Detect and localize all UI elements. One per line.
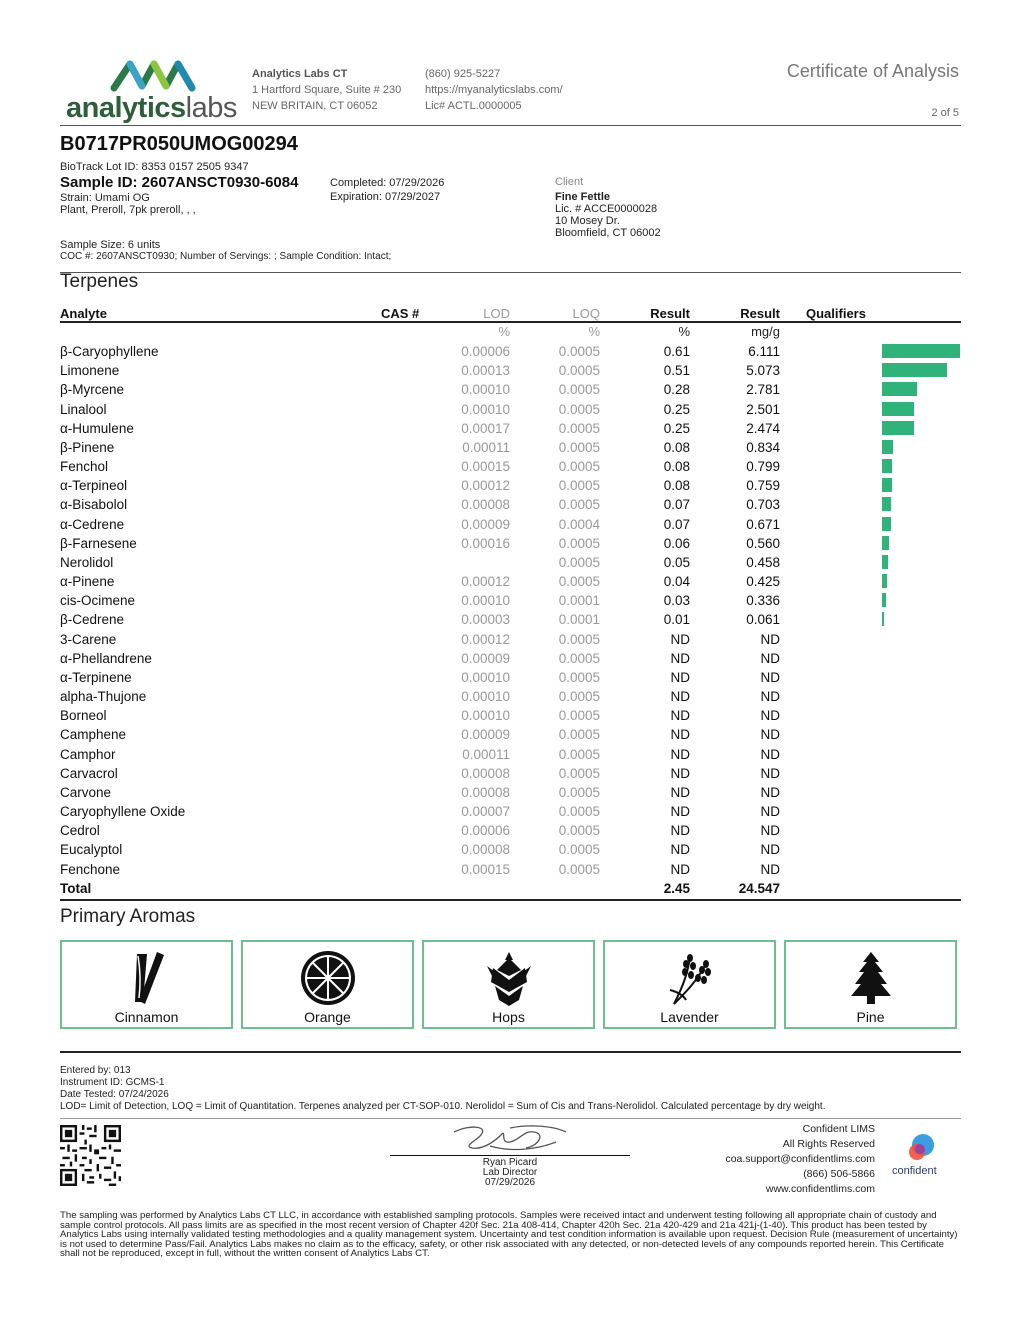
aromas-section-title: Primary Aromas [60, 906, 196, 927]
loq-cell: 0.0005 [558, 401, 600, 417]
loq-cell: 0.0005 [558, 823, 600, 839]
analyte-cell: β-Cedrene [60, 612, 125, 628]
lims-email[interactable]: coa.support@confidentlims.com [725, 1153, 875, 1165]
analyte-cell: Carvacrol [60, 765, 118, 781]
result-pct-cell: 0.61 [663, 344, 690, 359]
table-row [60, 802, 960, 821]
analyte-cell: β-Myrcene [60, 382, 125, 398]
lod-cell: 0.00012 [461, 574, 510, 590]
signer-block [390, 1158, 630, 1188]
lod-cell: 0.00017 [461, 420, 510, 436]
table-row [60, 495, 960, 514]
analyte-cell: Borneol [60, 708, 107, 724]
aroma-card-cinnamon [60, 940, 233, 1029]
col-header-result-pct: Result [650, 306, 690, 321]
lod-cell: 0.00006 [461, 344, 510, 359]
table-row [60, 457, 960, 476]
result-pct-cell: 0.07 [663, 516, 690, 532]
analyte-cell: Fenchol [60, 459, 109, 475]
loq-cell: 0.0005 [558, 861, 600, 877]
loq-cell: 0.0005 [558, 842, 600, 858]
lab-address-block [252, 66, 401, 114]
unit-pct: % [678, 324, 690, 339]
lod-cell: 0.00011 [462, 746, 510, 762]
lod-cell: 0.00015 [461, 861, 510, 877]
table-row [60, 342, 960, 361]
analyte-cell: Limonene [60, 363, 120, 379]
result-mg-cell: ND [760, 650, 780, 666]
loq-cell: 0.0005 [558, 363, 600, 379]
unit-loq: % [588, 324, 600, 339]
table-row [60, 400, 960, 419]
aroma-label: Orange [304, 1009, 351, 1025]
biotrack-id: BioTrack Lot ID: 8353 0157 2505 9347 [60, 161, 249, 173]
table-row [60, 668, 960, 687]
logo-mark-icon [108, 58, 198, 94]
signer-name: Ryan Picard [482, 1157, 538, 1168]
total-row [60, 879, 960, 898]
result-mg-cell: ND [760, 823, 780, 839]
result-pct-cell: 0.08 [663, 478, 690, 494]
header-divider [60, 125, 961, 126]
lod-cell: 0.00015 [461, 459, 510, 475]
loq-cell: 0.0005 [558, 689, 600, 705]
lod-cell: 0.00008 [461, 842, 510, 858]
signer-date: 07/29/2026 [484, 1177, 536, 1188]
table-row [60, 553, 960, 572]
table-header-divider [60, 321, 961, 323]
hops-icon [479, 948, 539, 1008]
result-mg-cell: 0.703 [746, 497, 780, 513]
lims-info [725, 1122, 875, 1197]
unit-lod: % [498, 324, 510, 339]
lab-name: Analytics Labs CT [252, 68, 348, 80]
analyte-cell: β-Caryophyllene [60, 344, 159, 359]
result-mg-cell: 2.501 [746, 401, 780, 417]
cinnamon-icon [117, 948, 177, 1008]
analyte-cell: α-Bisabolol [60, 497, 128, 513]
result-mg-cell: ND [760, 746, 780, 762]
instrument-id: Instrument ID: GCMS-1 [60, 1077, 165, 1088]
lab-address-line1: 1 Hartford Square, Suite # 230 [252, 84, 402, 96]
qualifier-bar [882, 421, 914, 435]
analyte-cell: alpha-Thujone [60, 689, 147, 705]
result-pct-cell: ND [670, 631, 690, 647]
lod-cell: 0.00010 [461, 708, 510, 724]
result-mg-cell: ND [760, 669, 780, 685]
lod-cell: 0.00010 [461, 401, 510, 417]
result-pct-cell: 0.08 [663, 439, 690, 455]
signer-title: Lab Director [482, 1167, 538, 1178]
loq-cell: 0.0005 [558, 420, 600, 436]
loq-cell: 0.0005 [558, 708, 600, 724]
loq-cell: 0.0005 [558, 784, 600, 800]
loq-cell: 0.0005 [558, 765, 600, 781]
analyte-cell: β-Pinene [60, 439, 115, 455]
table-row [60, 840, 960, 859]
date-tested: Date Tested: 07/24/2026 [60, 1089, 169, 1100]
result-mg-cell: 0.458 [746, 554, 780, 570]
qualifier-bar [882, 536, 889, 550]
table-row [60, 764, 960, 783]
result-pct-cell: 0.07 [663, 497, 690, 513]
analyte-cell: cis-Ocimene [60, 593, 136, 609]
table-row [60, 649, 960, 668]
analyte-cell: α-Cedrene [60, 516, 125, 532]
lod-cell: 0.00012 [461, 631, 510, 647]
lod-cell: 0.00003 [461, 612, 510, 628]
lod-cell: 0.00010 [461, 689, 510, 705]
result-pct-cell: 0.51 [663, 363, 690, 379]
analyte-cell: Nerolidol [60, 554, 114, 570]
table-row [60, 610, 960, 629]
result-mg-cell: 0.759 [746, 478, 780, 494]
analyte-cell: 3-Carene [60, 631, 117, 647]
confident-logo-icon [906, 1133, 936, 1163]
qualifier-bar [882, 402, 914, 416]
result-mg-cell: ND [760, 784, 780, 800]
col-header-lod: LOD [483, 306, 510, 321]
orange-icon [298, 948, 358, 1008]
entered-by: Entered by: 013 [60, 1065, 131, 1076]
result-pct-cell: ND [670, 708, 690, 724]
document-title: Certificate of Analysis [786, 61, 959, 81]
loq-cell: 0.0005 [558, 344, 600, 359]
result-pct-cell: ND [670, 650, 690, 666]
result-pct-cell: 0.08 [663, 459, 690, 475]
sample-id: Sample ID: 2607ANSCT0930-6084 [60, 174, 299, 191]
qualifier-bar [882, 344, 960, 358]
lab-phone: (860) 925-5227 [425, 68, 501, 80]
result-mg-cell: 2.781 [746, 382, 780, 398]
lod-cell: 0.00008 [461, 765, 510, 781]
aroma-label: Hops [492, 1009, 525, 1025]
table-row [60, 438, 960, 457]
analyte-cell: α-Humulene [60, 420, 134, 436]
result-pct-cell: 0.01 [663, 612, 690, 628]
result-mg-cell: ND [760, 708, 780, 724]
result-pct-cell: ND [670, 765, 690, 781]
aromas-divider [60, 1051, 961, 1053]
result-pct-cell: 0.06 [663, 535, 690, 551]
result-pct-cell: ND [670, 861, 690, 877]
lod-cell: 0.00008 [461, 497, 510, 513]
client-address-line2: Bloomfield, CT 06002 [555, 227, 661, 239]
lod-cell: 0.00009 [461, 650, 510, 666]
total-mg: 24.547 [738, 881, 780, 896]
result-pct-cell: ND [670, 669, 690, 685]
strain: Strain: Umami OG [60, 192, 150, 204]
table-row [60, 783, 960, 802]
loq-cell: 0.0005 [558, 804, 600, 820]
pine-icon [841, 948, 901, 1008]
analyte-cell: Linalool [60, 401, 107, 417]
client-label: Client [555, 176, 584, 188]
coc-info: COC #: 2607ANSCT0930; Number of Servings: ; Sample Condition: Intact; [60, 251, 392, 262]
aroma-card-hops [422, 940, 595, 1029]
lod-cell: 0.00006 [461, 823, 510, 839]
lod-cell: 0.00009 [461, 727, 510, 743]
loq-cell: 0.0005 [558, 727, 600, 743]
col-header-analyte: Analyte [60, 306, 107, 321]
disclaimer: The sampling was performed by Analytics Labs CT LLC, in accordance with established sampling protocols. Samples were received intact and underwent testing following all appropriate chain of custody and sample control protocols. All pass limits are as specified in the most recent version of Chapter 420f Sec. 21a 408-414, Chapter 420h Sec. 21a 420-429 and 21a 421j-(1-40). This product has been tested by Analytics Labs using internally validated testing methodologies and a quality management system. Uncertainty and test condition information is available upon request. Decision Rule (measurement of uncertainty) is not used to determine Pass/Fail. Analytics Labs makes no claim as to the efficacy, safety, or other risk associated with any detected, or non-detected levels of any compounds reported herein. This Certificate shall not be reproduced, except in full, without the written consent of Analytics Labs CT. [60, 1210, 958, 1260]
expiration-date: Expiration: 07/29/2027 [330, 191, 441, 203]
loq-cell: 0.0001 [558, 593, 600, 609]
qualifier-bar [882, 363, 947, 377]
result-mg-cell: ND [760, 765, 780, 781]
lod-cell: 0.00010 [461, 593, 510, 609]
analyte-cell: Fenchone [60, 861, 121, 877]
table-row [60, 821, 960, 840]
result-pct-cell: 0.04 [663, 574, 690, 590]
lod-cell: 0.00007 [461, 804, 510, 820]
logo-wordmark: analyticslabs [66, 92, 237, 124]
sample-divider [60, 272, 961, 273]
table-row [60, 745, 960, 764]
total-pct: 2.45 [663, 881, 690, 896]
loq-cell: 0.0005 [558, 554, 600, 570]
completed-date: Completed: 07/29/2026 [330, 177, 445, 189]
analyte-cell: Camphor [60, 746, 116, 762]
result-mg-cell: ND [760, 727, 780, 743]
analyte-cell: α-Phellandrene [60, 650, 152, 666]
loq-cell: 0.0005 [558, 746, 600, 762]
result-pct-cell: 0.25 [663, 401, 690, 417]
table-row [60, 725, 960, 744]
confident-logo-text: confident [892, 1165, 937, 1177]
table-row [60, 380, 960, 399]
loq-cell: 0.0005 [558, 439, 600, 455]
loq-cell: 0.0005 [558, 631, 600, 647]
result-mg-cell: 2.474 [746, 420, 780, 436]
qualifier-bar [882, 497, 891, 511]
lab-website[interactable]: https://myanalyticslabs.com/ [425, 84, 563, 96]
lims-website[interactable]: www.confidentlims.com [765, 1183, 875, 1195]
col-header-qualifiers: Qualifiers [806, 306, 866, 321]
qualifier-bar [882, 382, 917, 396]
page-number: 2 of 5 [931, 107, 959, 119]
loq-cell: 0.0005 [558, 650, 600, 666]
method-note: LOD= Limit of Detection, LOQ = Limit of Quantitation. Terpenes analyzed per CT-SOP-010. Nerolidol = Sum of Cis and Trans-Nerolidol. Calculated percentage by dry weight. [60, 1101, 826, 1112]
result-mg-cell: ND [760, 631, 780, 647]
table-row [60, 361, 960, 380]
result-pct-cell: ND [670, 746, 690, 762]
table-row [60, 591, 960, 610]
loq-cell: 0.0004 [558, 516, 600, 532]
qualifier-bar [882, 593, 886, 607]
sample-type: Plant, Preroll, 7pk preroll, , , [60, 204, 196, 216]
lab-contact-block [425, 66, 563, 114]
qualifier-bar [882, 574, 887, 588]
table-row [60, 534, 960, 553]
table-row [60, 860, 960, 879]
unit-mg: mg/g [751, 324, 780, 339]
qr-code-icon[interactable] [60, 1125, 121, 1186]
total-label: Total [60, 881, 92, 896]
lims-phone: (866) 506-5866 [803, 1168, 875, 1180]
analyte-cell: α-Terpineol [60, 478, 128, 494]
client-name: Fine Fettle [555, 191, 611, 203]
result-mg-cell: ND [760, 861, 780, 877]
qualifier-bar [882, 459, 892, 473]
table-footer-divider [60, 899, 961, 901]
analyte-cell: β-Farnesene [60, 535, 137, 551]
lavender-icon [660, 948, 720, 1008]
loq-cell: 0.0005 [558, 459, 600, 475]
qualifier-bar [882, 440, 893, 454]
result-mg-cell: 0.061 [746, 612, 780, 628]
result-pct-cell: 0.05 [663, 554, 690, 570]
table-row [60, 572, 960, 591]
sample-size: Sample Size: 6 units [60, 239, 161, 251]
aroma-card-pine [784, 940, 957, 1029]
company-logo [66, 56, 236, 126]
lab-address-line2: NEW BRITAIN, CT 06052 [252, 100, 378, 112]
qualifier-bar [882, 478, 892, 492]
qualifier-bar [882, 612, 884, 626]
table-row [60, 687, 960, 706]
lod-cell: 0.00010 [461, 669, 510, 685]
loq-cell: 0.0005 [558, 535, 600, 551]
lims-rights: All Rights Reserved [782, 1138, 875, 1150]
loq-cell: 0.0005 [558, 497, 600, 513]
client-license: Lic. # ACCE0000028 [555, 203, 658, 215]
loq-cell: 0.0005 [558, 669, 600, 685]
result-mg-cell: 0.799 [746, 459, 780, 475]
qualifier-bar [882, 517, 891, 531]
lab-license: Lic# ACTL.0000005 [425, 100, 522, 112]
col-header-result-mg: Result [740, 306, 780, 321]
analyte-cell: Carvone [60, 784, 112, 800]
result-mg-cell: ND [760, 804, 780, 820]
analyte-cell: α-Pinene [60, 574, 115, 590]
result-pct-cell: ND [670, 689, 690, 705]
lod-cell: 0.00016 [461, 535, 510, 551]
lims-name: Confident LIMS [802, 1123, 875, 1135]
analyte-cell: Eucalyptol [60, 842, 123, 858]
loq-cell: 0.0005 [558, 574, 600, 590]
lod-cell: 0.00010 [461, 382, 510, 398]
signature-line [390, 1155, 630, 1156]
aroma-card-lavender [603, 940, 776, 1029]
table-row [60, 515, 960, 534]
result-mg-cell: 5.073 [746, 363, 780, 379]
table-row [60, 476, 960, 495]
table-row [60, 419, 960, 438]
terpenes-section-title: Terpenes [60, 271, 139, 292]
lod-cell: 0.00012 [461, 478, 510, 494]
lod-cell: 0.00013 [461, 363, 510, 379]
result-pct-cell: ND [670, 804, 690, 820]
analyte-cell: Caryophyllene Oxide [60, 804, 186, 820]
result-mg-cell: 0.560 [746, 535, 780, 551]
lot-number: B0717PR050UMOG00294 [60, 133, 298, 155]
result-pct-cell: ND [670, 823, 690, 839]
result-mg-cell: ND [760, 689, 780, 705]
analyte-cell: Camphene [60, 727, 127, 743]
qualifier-bar [882, 555, 888, 569]
loq-cell: 0.0005 [558, 478, 600, 494]
lod-cell: 0.00011 [462, 439, 510, 455]
result-pct-cell: ND [670, 784, 690, 800]
signature-divider [60, 1118, 961, 1119]
result-pct-cell: 0.25 [663, 420, 690, 436]
analyte-cell: α-Terpinene [60, 669, 132, 685]
aroma-card-orange [241, 940, 414, 1029]
lod-cell: 0.00008 [461, 784, 510, 800]
loq-cell: 0.0001 [558, 612, 600, 628]
result-mg-cell: 0.834 [746, 439, 780, 455]
col-header-cas: CAS # [381, 306, 420, 321]
table-row [60, 630, 960, 649]
result-pct-cell: ND [670, 842, 690, 858]
table-row [60, 706, 960, 725]
loq-cell: 0.0005 [558, 382, 600, 398]
confident-logo [892, 1133, 952, 1181]
aroma-label: Lavender [660, 1009, 719, 1025]
result-pct-cell: ND [670, 727, 690, 743]
signature-image [450, 1122, 570, 1156]
lod-cell: 0.00009 [461, 516, 510, 532]
client-address-line1: 10 Mosey Dr. [555, 215, 620, 227]
result-mg-cell: ND [760, 842, 780, 858]
aroma-label: Pine [856, 1009, 885, 1025]
analyte-cell: Cedrol [60, 823, 100, 839]
result-pct-cell: 0.03 [663, 593, 690, 609]
result-mg-cell: 0.336 [746, 593, 780, 609]
result-mg-cell: 0.425 [746, 574, 780, 590]
col-header-loq: LOQ [572, 306, 600, 321]
result-pct-cell: 0.28 [663, 382, 690, 398]
result-mg-cell: 6.111 [748, 344, 780, 359]
aroma-label: Cinnamon [114, 1009, 179, 1025]
result-mg-cell: 0.671 [746, 516, 780, 532]
